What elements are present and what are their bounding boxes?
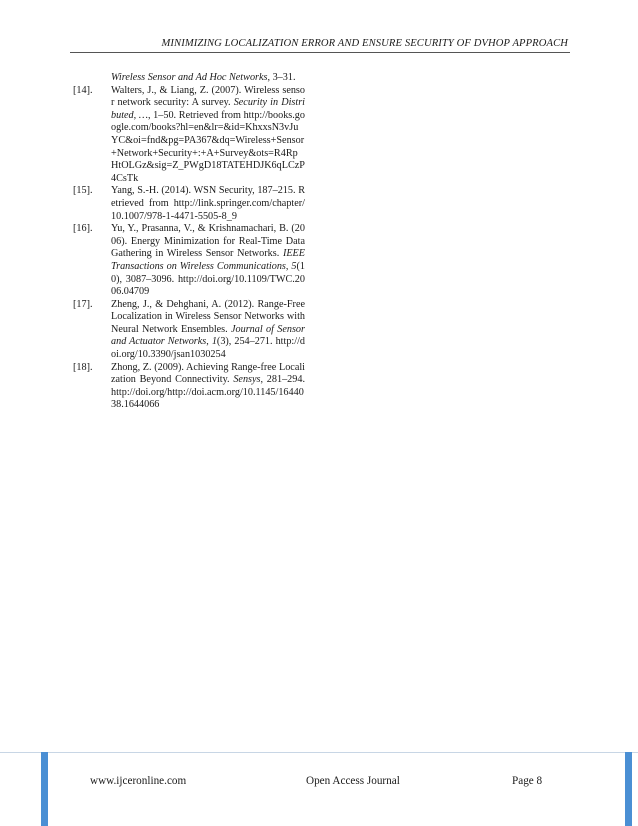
- footer-website: www.ijceronline.com: [90, 775, 187, 787]
- reference-entry: [73, 299, 305, 362]
- reference-entry: [73, 223, 305, 299]
- reference-italic: 1: [211, 336, 217, 348]
- reference-segment: , 1–50. Retrieved from http://books.google.com/books?hl=en&lr=&id=KhxxsN3vJuYC&oi=fnd&pg=PA367&dq=Wireless+Sensor+Network+Security+:+A+Survey&ots=R4RpHtOLGz&sig=Z_PWgD18TATEHDJK6qLCzP4CsTk: [111, 109, 305, 184]
- reference-entry: [73, 85, 305, 186]
- reference-italic: Security in Distributed, …: [111, 97, 305, 121]
- footer-divider: [0, 752, 638, 753]
- running-header: MINIMIZING LOCALIZATION ERROR AND ENSURE SECURITY OF DVHOP APPROACH: [161, 38, 568, 49]
- reference-text: [111, 223, 305, 299]
- reference-segment: Yang, S.-H. (2014). WSN Security, 187–215. Retrieved from http://link.springer.com/chapter/10.1007/978-1-4471-5505-8_9: [111, 185, 305, 222]
- reference-entry: [73, 362, 305, 412]
- reference-entry: [73, 185, 305, 223]
- reference-segment: Zheng, J., & Dehghani, A. (2012). Range-Free Localization in Wireless Sensor Networks with Neural Network Ensembles.: [111, 298, 305, 335]
- reference-segment: Yu, Y., Prasanna, V., & Krishnamachari, B. (2006). Energy Minimization for Real-Time Data Gathering in Wireless Sensor Networks.: [111, 223, 305, 260]
- reference-segment: (3), 254–271. http://doi.org/10.3390/jsan1030254: [111, 336, 306, 361]
- reference-number: [15].: [73, 185, 93, 197]
- reference-text: [111, 85, 305, 186]
- reference-segment: ,: [285, 260, 292, 272]
- footer-page-number: Page 8: [512, 775, 543, 787]
- reference-number: [17].: [73, 298, 93, 310]
- continuation-journal: Wireless Sensor and Ad Hoc Networks: [111, 72, 268, 83]
- footer-journal-type: Open Access Journal: [306, 775, 400, 787]
- reference-italic: 5: [291, 260, 297, 272]
- footer-left-bar: [41, 752, 48, 826]
- reference-text: [111, 299, 305, 362]
- footer-right-bar: [625, 752, 632, 826]
- reference-italic: Sensys: [233, 374, 261, 386]
- reference-text: [111, 362, 305, 412]
- reference-segment: , 281–294. http://doi.org/http://doi.acm.org/10.1145/1644038.1644066: [111, 374, 305, 411]
- reference-segment: Walters, J., & Liang, Z. (2007). Wireless sensor network security: A survey.: [111, 84, 305, 109]
- continuation-pages: , 3–31.: [267, 72, 296, 83]
- reference-italic: Journal of Sensor and Actuator Networks: [111, 323, 305, 348]
- reference-segment: (10), 3087–3096. http://doi.org/10.1109/TWC.2006.04709: [111, 260, 306, 298]
- header-rule: [70, 52, 570, 53]
- reference-items: [73, 85, 305, 412]
- reference-continuation: [73, 72, 305, 85]
- reference-segment: Zhong, Z. (2009). Achieving Range-free Localization Beyond Connectivity.: [111, 361, 305, 386]
- reference-italic: IEEE Transactions on Wireless Communications: [111, 248, 305, 272]
- reference-number: [16].: [73, 223, 93, 235]
- reference-text: [111, 185, 305, 223]
- reference-segment: ,: [206, 336, 212, 348]
- reference-number: [18].: [73, 361, 93, 373]
- reference-list: [73, 72, 305, 412]
- reference-number: [14].: [73, 84, 93, 96]
